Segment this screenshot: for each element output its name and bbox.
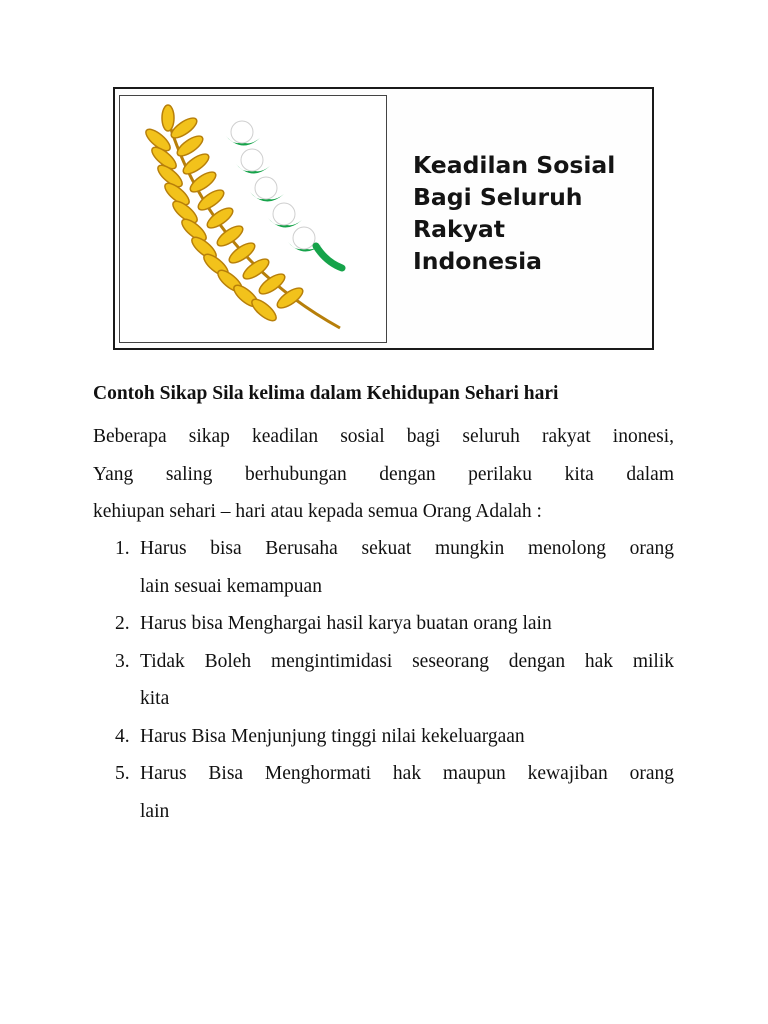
cotton-boll bbox=[268, 203, 302, 228]
list-number: 2. bbox=[115, 613, 130, 634]
cotton-stem bbox=[316, 246, 342, 268]
list-item-text: kita bbox=[140, 688, 170, 709]
paragraph-line: kehiupan sehari – hari atau kepada semua Orang Adalah : bbox=[93, 501, 542, 522]
list-item bbox=[93, 643, 674, 718]
list-item-text: lain sesuai kemampuan bbox=[140, 575, 322, 597]
rice-grain bbox=[256, 270, 287, 297]
list-item-text: Harus bisa Berusaha sekuat mungkin menolong orang bbox=[140, 538, 674, 559]
list-item bbox=[93, 718, 674, 756]
list-item-text: Harus bisa Menghargai hasil karya buatan orang lain bbox=[140, 613, 552, 634]
rice-and-cotton-emblem-icon bbox=[120, 96, 386, 342]
cotton-boll bbox=[236, 149, 270, 174]
list-item-text: Harus Bisa Menghormati hak maupun kewajiban orang bbox=[140, 763, 674, 784]
rice-grain bbox=[249, 296, 280, 324]
list-item bbox=[93, 605, 674, 643]
intro-paragraph bbox=[93, 418, 674, 531]
emblem-caption bbox=[413, 149, 615, 277]
caption-line: Bagi Seluruh bbox=[413, 183, 583, 211]
list-item bbox=[93, 530, 674, 605]
list-item-text: Tidak Boleh mengintimidasi seseorang dengan hak milik bbox=[140, 650, 674, 672]
pancasila-sila-5-figure bbox=[113, 87, 654, 350]
rice-grain bbox=[162, 105, 174, 131]
caption-line: Keadilan Sosial bbox=[413, 151, 616, 179]
paragraph-line: Yang saling berhubungan dengan perilaku kita dalam bbox=[93, 463, 674, 485]
emblem-frame bbox=[119, 95, 387, 343]
section-heading: Contoh Sikap Sila kelima dalam Kehidupan Sehari hari bbox=[93, 383, 559, 404]
cotton-boll bbox=[250, 177, 284, 202]
caption-line: Rakyat bbox=[413, 215, 505, 243]
list-item bbox=[93, 755, 674, 830]
list-number: 5. bbox=[115, 763, 130, 784]
list-item-text: Harus Bisa Menjunjung tinggi nilai kekeluargaan bbox=[140, 725, 525, 747]
cotton-boll bbox=[226, 121, 260, 146]
list-item-text: lain bbox=[140, 800, 170, 822]
list-number: 4. bbox=[115, 725, 130, 747]
list-number: 3. bbox=[115, 650, 130, 672]
rice-grain bbox=[214, 222, 245, 249]
list-number: 1. bbox=[115, 538, 130, 559]
attitude-list bbox=[93, 530, 674, 830]
paragraph-line: Beberapa sikap keadilan sosial bagi seluruh rakyat inonesi, bbox=[93, 426, 674, 447]
caption-line: Indonesia bbox=[413, 247, 543, 275]
